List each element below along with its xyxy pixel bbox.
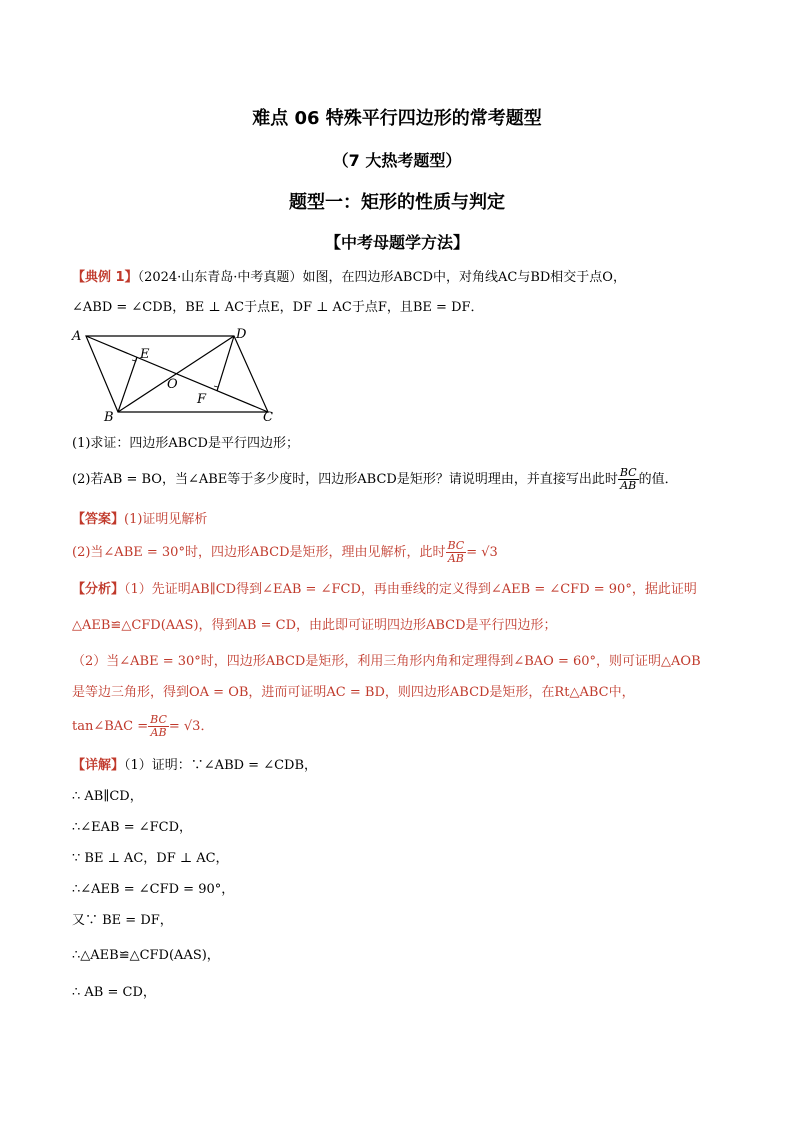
answer-line-1 — [72, 510, 207, 530]
figure-label-c: C — [263, 410, 273, 422]
analysis-p1a: （1）先证明AB∥CD得到∠EAB = ∠FCD，再由垂线的定义得到∠AEB = ∠CFD = 90°，据此证明 — [124, 582, 697, 597]
detail-text-0: （1）证明：∵∠ABD = ∠CDB， — [124, 758, 318, 773]
fraction-denominator: AB — [620, 479, 637, 492]
analysis-line-5 — [72, 714, 213, 739]
question-1: (1)求证：四边形ABCD是平行四边形； — [72, 436, 299, 451]
analysis-tag: 【分析】 — [72, 582, 125, 597]
answer-1: (1)证明见解析 — [124, 512, 208, 527]
figure-label-a: A — [72, 329, 82, 344]
segment-df — [217, 336, 234, 391]
tan-end: = √3． — [168, 719, 214, 734]
figure-label-d: D — [236, 327, 247, 342]
geometry-figure — [70, 322, 290, 422]
analysis-line-2: △AEB≌△CFD(AAS)，得到AB = CD，由此即可证明四边形ABCD是平行四边形； — [72, 618, 557, 633]
figure-label-f: F — [197, 392, 207, 407]
tan-text: tan∠BAC = — [72, 719, 149, 734]
detail-line-6: ∴△AEB≌△CFD(AAS)， — [72, 948, 220, 963]
method-heading: 【中考母题学方法】 — [324, 233, 469, 252]
answer-fraction-numerator: BC — [447, 539, 465, 552]
fraction-bc-ab — [618, 467, 639, 492]
answer-fraction — [446, 540, 467, 565]
diagonal-bd — [118, 336, 234, 412]
fraction-numerator: BC — [619, 466, 637, 479]
answer-2-end: = √3 — [466, 545, 498, 560]
tan-fraction — [148, 714, 169, 739]
example-source: （2024·山东青岛·中考真题） — [137, 270, 303, 285]
example-line-1 — [72, 268, 626, 288]
answer-fraction-denominator: AB — [447, 552, 464, 565]
segment-be — [118, 357, 137, 412]
answer-2-text: (2)当∠ABE = 30°时，四边形ABCD是矩形，理由见解析，此时 — [72, 545, 446, 560]
detail-line-1: ∴ AB∥CD， — [72, 789, 143, 804]
answer-line-2 — [72, 540, 498, 565]
figure-label-b: B — [104, 410, 114, 422]
example-tag: 【典例 1】 — [72, 270, 138, 285]
example-text-1: 如图，在四边形ABCD中，对角线AC与BD相交于点O， — [302, 270, 626, 285]
detail-tag: 【详解】 — [72, 758, 125, 773]
analysis-line-1 — [72, 580, 697, 600]
analysis-line-4: 是等边三角形，得到OA = OB，进而可证明AC = BD，则四边形ABCD是矩形，在Rt△ABC中， — [72, 685, 635, 700]
figure-label-e: E — [140, 347, 150, 362]
detail-line-4: ∴∠AEB = ∠CFD = 90°， — [72, 882, 235, 897]
question-2 — [72, 467, 678, 492]
figure-label-o: O — [167, 377, 178, 392]
section-heading: 题型一：矩形的性质与判定 — [289, 192, 505, 213]
answer-tag: 【答案】 — [72, 512, 125, 527]
question-2-text: (2)若AB = BO，当∠ABE等于多少度时，四边形ABCD是矩形？请说明理由，并直接写出此时 — [72, 472, 618, 487]
detail-line-5: 又∵ BE = DF， — [72, 913, 173, 928]
question-2-end: 的值． — [638, 472, 678, 487]
detail-line-2: ∴∠EAB = ∠FCD， — [72, 820, 193, 835]
page-title: 难点 06 特殊平行四边形的常考题型 — [252, 108, 542, 129]
page-subtitle: （7 大热考题型） — [332, 151, 462, 170]
detail-line-3: ∵ BE ⊥ AC，DF ⊥ AC， — [72, 851, 229, 866]
analysis-line-3: （2）当∠ABE = 30°时，四边形ABCD是矩形，利用三角形内角和定理得到∠BAO = 60°，则可证明△AOB — [72, 654, 701, 669]
tan-fraction-numerator: BC — [150, 713, 167, 726]
example-line-2: ∠ABD = ∠CDB，BE ⊥ AC于点E，DF ⊥ AC于点F，且BE = DF． — [72, 300, 484, 315]
tan-fraction-denominator: AB — [150, 726, 167, 739]
detail-line-7: ∴ AB = CD， — [72, 985, 156, 1000]
detail-line-0 — [72, 756, 317, 776]
